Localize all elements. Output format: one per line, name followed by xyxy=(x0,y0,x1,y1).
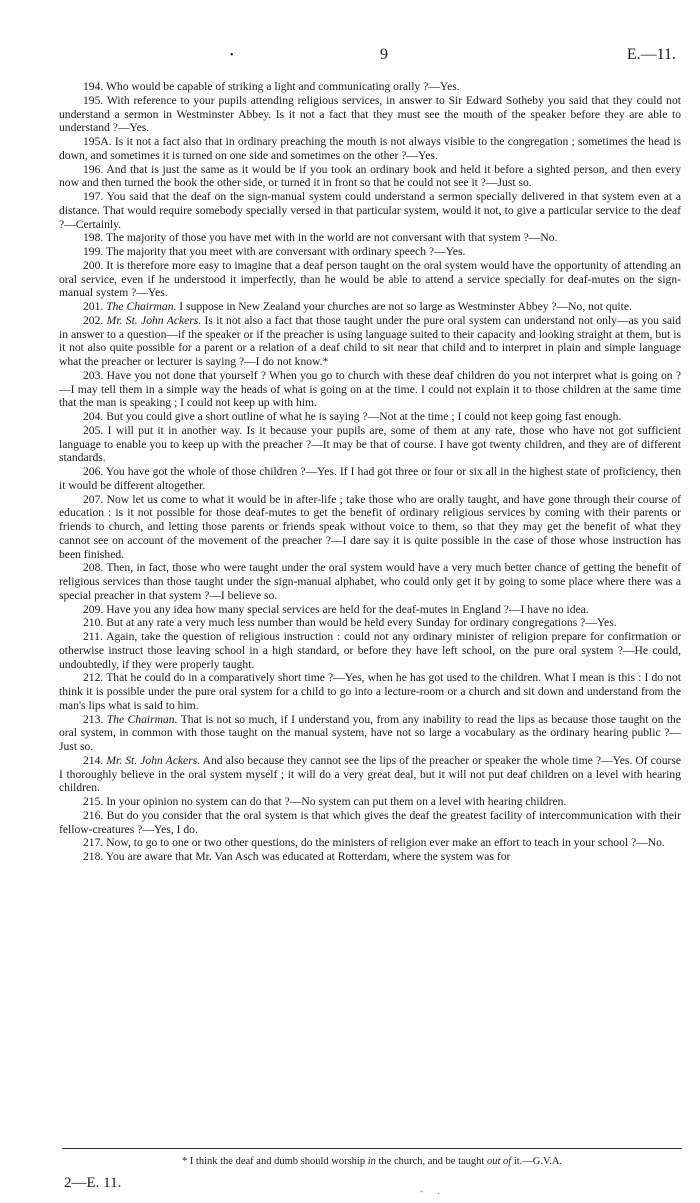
signature-mark: 2—E. 11. xyxy=(64,1175,122,1191)
paragraph-217: 217. Now, to go to one or two other questions, do the ministers of religion ever make an effort to teach in your school ?—No. xyxy=(83,836,665,850)
body-text xyxy=(59,80,681,864)
paragraph-196: 196. And that is just the same as it would be if you took an ordinary book and held it before a sighted person, and then every now and then turned the book the other side, or turned it in front so that he could not see it ?—Just so. xyxy=(59,162,681,190)
paragraph-215: 215. In your opinion no system can do that ?—No system can put them on a level with hearing children. xyxy=(83,795,567,808)
italic-text: out of xyxy=(486,1156,512,1167)
header-dot: • xyxy=(230,50,234,61)
paragraph-204: 204. But you could give a short outline of what he is saying ?—Not at the time ; I could not keep going fast enough. xyxy=(83,410,622,423)
print-specks: - . xyxy=(420,1186,446,1196)
paragraph-194: 194. Who would be capable of striking a light and communicating orally ?—Yes. xyxy=(83,80,460,93)
paragraph-207: 207. Now let us come to what it would be in after-life ; take those who are orally taught, and have gone through their course of education : is it not possible for those deaf-mutes to get the benefit of ordinary religious services by coming with their parents or friends to church, and letting those parents or friends speak without voice to them, so that they may get the benefit of what they cannot see on account of the movement of the preacher ?—I dare say it is quite possible in the case of those whose instruction has been finished. xyxy=(59,492,681,561)
paragraph-195: 195. With reference to your pupils attending religious services, in answer to Sir Edward Sotheby you said that they could not understand a sermon in Westminster Abbey. Is it not a fact that they must see the mouth of the speaker before they are able to understand ?—Yes. xyxy=(59,93,681,135)
italic-text: in xyxy=(367,1156,376,1167)
italic-text: The Chairman. xyxy=(106,712,178,726)
document-reference: E.—11. xyxy=(626,46,676,63)
paragraph-195a: 195A. Is it not a fact also that in ordinary preaching the mouth is not always visible to the congregation ; sometimes the head is down, and sometimes it is turned on one side and sometimes on the other ?—Yes. xyxy=(59,135,681,162)
italic-text: The Chairman. xyxy=(106,300,177,313)
paragraph-205: 205. I will put it in another way. Is it because your pupils are, some of them at any rate, those who have not got sufficient language to enable you to keep up with the preacher ?—It may be that of course. I have got twenty children, and they are of different standards. xyxy=(59,423,681,465)
page-header xyxy=(56,46,678,66)
paragraph-209: 209. Have you any idea how many special services are held for the deaf-mutes in England ?—I have no idea. xyxy=(83,602,589,616)
footnote-divider xyxy=(62,1148,682,1149)
paragraph-198: 198. The majority of those you have met with in the world are not conversant with that system ?—No. xyxy=(83,231,558,245)
paragraph-202: 202. Mr. St. John Ackers. Is it not also a fact that those taught under the pure oral system can understand not only—as you said in answer to a question—if the speaker or if the preacher is using language suited to their capacity and looking straight at them, but is it not also quite possible for a parent or a relation of a deaf child to sit near that child and to interpret in plain and simple language what the preacher or lecturer is saying ?—I do not know.* xyxy=(59,313,682,368)
italic-text: Mr. St. John Ackers. xyxy=(106,753,201,767)
paragraph-203: 203. Have you not done that yourself ? When you go to church with these deaf children do you not interpret what is going on ?—I may tell them in a simple way the heads of what is going on at the time. I could not explain it to those children at the same time that the man is speaking ; I could not keep up with him. xyxy=(59,368,681,410)
paragraph-213: 213. The Chairman. That is not so much, if I understand you, from any inability to read the lips as because those taught on the oral system, in common with those taught on the manual system, have not so large a vocabulary as the ordinary hearing public ?—Just so. xyxy=(59,712,682,753)
paragraph-200: 200. It is therefore more easy to imagine that a deaf person taught on the oral system would have the opportunity of attending an oral service, even if he understood it imperfectly, than he would be able to attend a service specially for deaf-mutes on the sign-manual system ?—Yes. xyxy=(59,258,681,300)
paragraph-206: 206. You have got the whole of those children ?—Yes. If I had got three or four or six all in the highest state of proficiency, then it would be different altogether. xyxy=(59,465,681,492)
paragraph-201: 201. The Chairman. I suppose in New Zealand your churches are not so large as Westminster Abbey ?—No, not quite. xyxy=(83,300,632,313)
paragraph-210: 210. But at any rate a very much less number than would be held every Sunday for ordinary congregations ?—Yes. xyxy=(83,616,617,630)
paragraph-212: 212. That he could do in a comparatively short time ?—Yes, when he has got used to the children. What I mean is this : I do not think it is possible under the pure oral system for a child to go into a lecture-room or a church and sit down and understand from the man's lips what is said to him. xyxy=(59,671,681,712)
paragraph-214: 214. Mr. St. John Ackers. And also because they cannot see the lips of the preacher or speaker the whole time ?—Yes. Of course I thoroughly believe in the oral system myself ; it will do a very great deal, but it will not put deaf children on a level with hearing children. xyxy=(59,753,682,795)
paragraph-211: 211. Again, take the question of religious instruction : could not any ordinary minister of religion prepare for confirmation or otherwise instruct those leaving school in a high standard, or before they have left school, on the pure oral system ?—He could, undoubtedly, if they were properly taught. xyxy=(59,630,681,671)
page-number: 9 xyxy=(380,46,388,63)
paragraph-199: 199. The majority that you meet with are conversant with ordinary speech ?—Yes. xyxy=(83,245,466,258)
footnote: * I think the deaf and dumb should worship in the church, and be taught out of it.—G.V.A. xyxy=(181,1156,563,1167)
paragraph-208: 208. Then, in fact, those who were taught under the oral system would have a very much better chance of getting the benefit of religious services than those taught under the sign-manual alphabet, who could only get it by going to some place where there was a special preacher in that system ?—I believe so. xyxy=(59,561,681,602)
paragraph-218: 218. You are aware that Mr. Van Asch was educated at Rotterdam, where the system was for xyxy=(83,850,511,863)
paragraph-197: 197. You said that the deaf on the sign-manual system could understand a sermon specially delivered in that system even at a distance. That would require somebody specially versed in that particular system, would it not, to give a particular service to the deaf ?—Certainly. xyxy=(59,190,681,231)
italic-text: Mr. St. John Ackers. xyxy=(106,313,202,327)
paragraph-216: 216. But do you consider that the oral system is that which gives the deaf the greatest facility of intercommunication with their fellow-creatures ?—Yes, I do. xyxy=(59,808,681,836)
